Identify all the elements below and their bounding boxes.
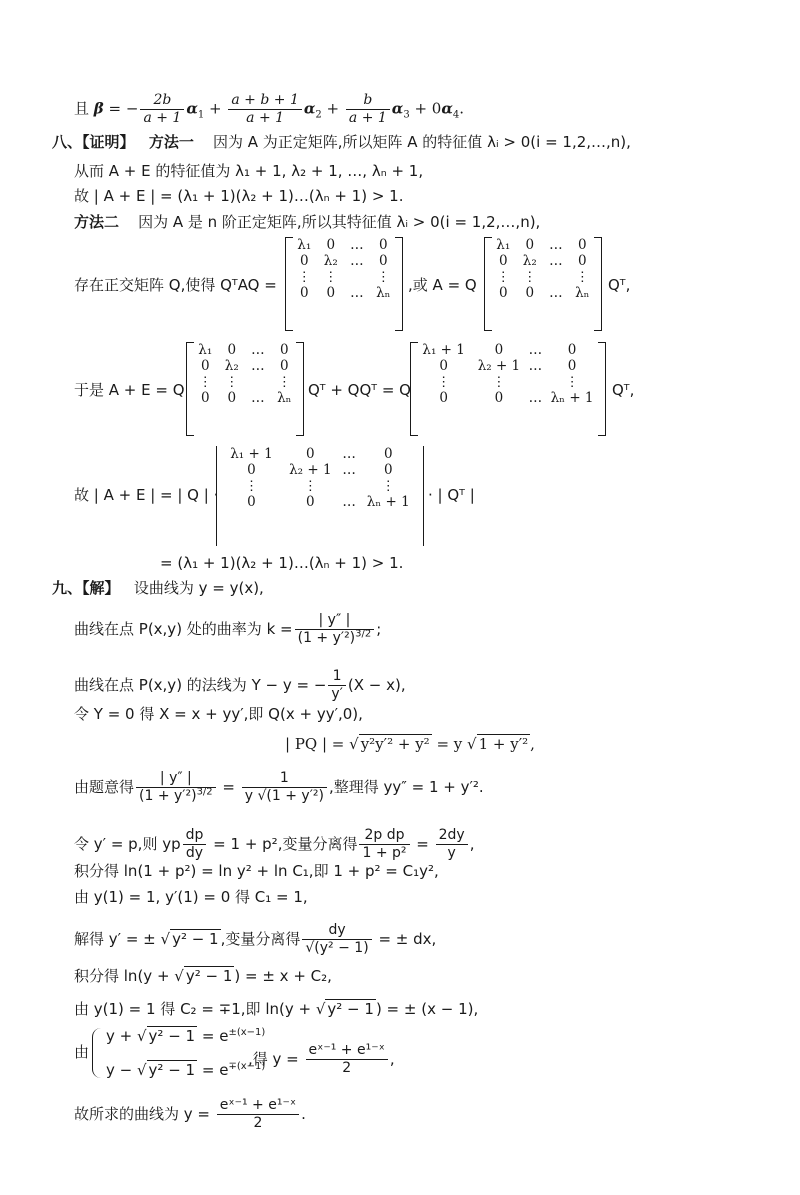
cell: ⋮ — [523, 269, 537, 285]
denominator: a + 1 — [140, 109, 184, 127]
numerator: 1 — [279, 770, 289, 786]
text: 故所求的曲线为 y = — [74, 1105, 215, 1123]
numerator: a + b + 1 — [231, 92, 299, 108]
cell: 0 — [299, 253, 309, 269]
denominator — [136, 787, 216, 805]
numerator: eˣ⁻¹ + e¹⁻ˣ — [219, 1097, 297, 1113]
cell: … — [350, 285, 364, 301]
fraction — [346, 92, 390, 127]
text: 由 y(1) = 1, y′(1) = 0 得 C₁ = 1, — [74, 888, 308, 906]
text: y + — [106, 1027, 137, 1045]
pq-line: | PQ | = √ y²y′² + y² = y √ 1 + y′² , — [285, 735, 535, 753]
text: 且 — [74, 99, 90, 118]
denominator: √(y² − 1) — [302, 939, 371, 957]
text: ; — [376, 620, 382, 638]
fraction — [242, 770, 327, 805]
cell: ⋮ — [436, 374, 451, 390]
text: . — [459, 99, 465, 118]
text: = − — [103, 99, 139, 118]
cell: 0 — [280, 342, 289, 358]
cell: 0 — [379, 237, 388, 253]
cell: λₙ — [277, 390, 292, 406]
text: ,得 y = — [248, 1050, 304, 1068]
fraction — [228, 92, 301, 127]
cell: λ₂ — [522, 253, 537, 269]
radicand: 1 + y′² — [478, 735, 529, 753]
text: Qᵀ + QQᵀ = Q — [308, 381, 411, 399]
denominator: y′ — [328, 685, 345, 703]
text: y − — [106, 1061, 137, 1079]
exponent: ±(x−1) — [228, 1027, 266, 1038]
cell: 0 — [326, 285, 336, 301]
text: , — [469, 835, 475, 853]
section-8-line-2: 从而 A + E 的特征值为 λ₁ + 1, λ₂ + 1, …, λₙ + 1, — [74, 162, 424, 180]
matrix-diag-3 — [186, 342, 304, 436]
exponent: ∓(x−1) — [228, 1061, 266, 1072]
left-brace — [92, 1028, 103, 1078]
numerator: eˣ⁻¹ + e¹⁻ˣ — [308, 1042, 385, 1058]
cell: … — [251, 390, 265, 406]
system-result — [248, 1042, 395, 1077]
denominator: y √(1 + y′²) — [242, 787, 327, 805]
text: + 0 — [409, 99, 442, 118]
cell: ⋮ — [496, 269, 510, 285]
cell: λ₂ + 1 — [289, 462, 332, 478]
cell: λ₁ — [297, 237, 312, 253]
method-label: 方法二 — [74, 213, 120, 231]
numerator: dy — [328, 922, 346, 938]
radicand: y²y′² + y² — [360, 735, 430, 753]
numerator: 2dy — [438, 827, 465, 843]
section-tag: 【证明】 — [82, 133, 135, 151]
text: (X − x), — [347, 676, 406, 694]
text: Qᵀ, — [612, 381, 635, 399]
text: , — [530, 735, 535, 753]
text: + — [204, 99, 227, 118]
cell: 0 — [494, 342, 504, 358]
cell: λ₂ — [323, 253, 338, 269]
cell: ⋮ — [198, 374, 212, 390]
cell — [527, 374, 545, 390]
cell — [340, 478, 359, 494]
text: = — [217, 778, 240, 796]
symbol: α — [441, 99, 453, 118]
cell: … — [549, 285, 563, 301]
text: 解得 y′ = ± — [74, 930, 161, 948]
cell: 0 — [200, 358, 210, 374]
radicand: y² − 1 — [148, 1027, 196, 1045]
text: 曲线在点 P(x,y) 的法线为 Y − y = − — [74, 676, 327, 694]
text: (1 + y′²) — [139, 788, 197, 804]
cell: … — [251, 342, 265, 358]
cell: 0 — [227, 342, 237, 358]
text: 因为 A 是 n 阶正定矩阵,所以其特征值 λᵢ > 0(i = 1,2,…,n), — [138, 213, 541, 231]
cell: 0 — [498, 253, 508, 269]
fraction — [217, 1097, 299, 1132]
section-8-result: = (λ₁ + 1)(λ₂ + 1)…(λₙ + 1) > 1. — [160, 554, 404, 572]
cell: 0 — [227, 390, 237, 406]
cell: ⋮ — [324, 269, 338, 285]
cell — [245, 374, 271, 390]
text: = ± dx, — [373, 930, 437, 948]
text: + — [321, 99, 344, 118]
substitution-line — [74, 827, 475, 862]
cell: ⋮ — [376, 269, 391, 285]
denominator: 2 — [217, 1114, 299, 1132]
text: 由 y(1) = 1 得 C₂ = ∓1,即 ln(y + — [74, 1000, 316, 1018]
text: 故 | A + E | = | Q | · — [74, 486, 219, 504]
cell: … — [528, 358, 543, 374]
text: 因为 A 为正定矩阵,所以矩阵 A 的特征值 λᵢ > 0(i = 1,2,…,n), — [212, 133, 631, 151]
cell: … — [528, 342, 543, 358]
matrix-table — [222, 446, 418, 510]
method-label: 方法一 — [148, 133, 194, 151]
subscript: 3 — [403, 109, 410, 121]
fraction — [359, 827, 409, 862]
cell: λ₁ + 1 — [230, 446, 273, 462]
subscript: 2 — [315, 109, 322, 121]
integral-line: 积分得 ln(y + √ y² − 1 ) = ± x + C₂, — [74, 967, 332, 985]
cell: … — [528, 390, 543, 406]
numerator: 2p dp — [364, 827, 405, 843]
cell: … — [342, 446, 356, 462]
cell — [543, 269, 569, 285]
cell: 0 — [306, 446, 315, 462]
exponent: 3/2 — [196, 786, 213, 798]
radicand: y² − 1 — [172, 930, 219, 948]
cell: λₙ + 1 — [550, 390, 594, 406]
cell: 0 — [200, 390, 210, 406]
text: 存在正交矩阵 Q,使得 QᵀAQ = — [74, 276, 277, 294]
cell: 0 — [567, 342, 577, 358]
matrix-diag-2 — [484, 237, 602, 331]
equation-line — [74, 770, 484, 805]
fraction — [436, 827, 468, 862]
exponent: 3/2 — [355, 628, 372, 640]
cell: 0 — [299, 285, 309, 301]
symbol: β — [93, 99, 104, 118]
solve-line: 解得 y′ = ± √ y² − 1 ,变量分离得 $\frac{dy}{\text{√(y² − 1)}}$ = ± dx, — [74, 922, 437, 956]
denominator: 2 — [306, 1059, 388, 1077]
cell: ⋮ — [381, 478, 395, 494]
text: 积分得 ln(y + — [74, 967, 175, 985]
subscript: 1 — [197, 109, 205, 121]
text: = e — [197, 1061, 229, 1079]
cell: 0 — [247, 462, 256, 478]
cell: ⋮ — [565, 374, 579, 390]
fraction — [302, 922, 371, 957]
cell: … — [342, 462, 356, 478]
denominator: a + 1 — [228, 109, 301, 127]
cell: 0 — [280, 358, 289, 374]
cell: λ₂ + 1 — [477, 358, 521, 374]
denominator: y — [436, 844, 468, 862]
text: 曲线在点 P(x,y) 处的曲率为 k = — [74, 620, 293, 638]
text: · | Qᵀ | — [428, 486, 475, 504]
normal-line — [74, 668, 406, 703]
cell: … — [549, 237, 563, 253]
cell: 0 — [525, 237, 535, 253]
cell: 0 — [498, 285, 508, 301]
cell: … — [350, 237, 364, 253]
text: , — [389, 1050, 395, 1068]
numerator: 2b — [153, 92, 172, 108]
cell — [344, 269, 370, 285]
text: ) = ± (x − 1), — [375, 1000, 479, 1018]
cell: 0 — [439, 390, 448, 406]
cell: 0 — [578, 237, 587, 253]
cell: 0 — [383, 462, 393, 478]
cell: λₙ + 1 — [366, 494, 410, 510]
cell: 0 — [306, 494, 315, 510]
matrix-table — [490, 237, 596, 301]
numerator: | y″ | — [318, 612, 351, 628]
subscript: 4 — [452, 109, 460, 121]
text: 由题意得 — [74, 778, 135, 796]
numerator: dp — [185, 827, 204, 843]
curvature-line — [74, 612, 381, 647]
fraction — [140, 92, 184, 127]
text: ,变量分离得 — [220, 930, 301, 948]
cell: … — [342, 494, 356, 510]
radicand: y² − 1 — [148, 1061, 196, 1079]
matrix-diag-plus-1 — [410, 342, 606, 436]
section-number: 九、 — [52, 579, 83, 597]
cell: 0 — [578, 253, 587, 269]
text: 令 y′ = p,则 yp — [74, 835, 181, 853]
cell: λ₁ — [198, 342, 213, 358]
symbol: α — [391, 99, 404, 118]
denominator: dy — [183, 844, 207, 862]
cell: ⋮ — [492, 374, 506, 390]
text: | PQ | = — [285, 735, 350, 753]
cell: λ₂ — [224, 358, 239, 374]
numerator: 1 — [332, 668, 342, 684]
matrix-table — [192, 342, 298, 406]
fraction — [183, 827, 207, 862]
section-8-line-1 — [52, 132, 631, 152]
denominator — [295, 629, 375, 647]
cell: 0 — [383, 446, 393, 462]
numerator: b — [363, 92, 373, 108]
cell: 0 — [494, 390, 504, 406]
text: = — [411, 835, 434, 853]
cell: ⋮ — [575, 269, 590, 285]
cell: ⋮ — [297, 269, 311, 285]
cell: λ₁ + 1 — [422, 342, 465, 358]
denominator: 1 + p² — [359, 844, 409, 862]
radicand: y² − 1 — [327, 1000, 374, 1018]
radicand: y² − 1 — [185, 967, 233, 985]
fraction — [306, 1042, 388, 1077]
text: 于是 A + E = Q — [74, 381, 185, 399]
text: (1 + y′²) — [297, 630, 356, 646]
cell: … — [350, 253, 364, 269]
fraction — [295, 612, 375, 647]
section-8-line-3: 故 | A + E | = (λ₁ + 1)(λ₂ + 1)…(λₙ + 1) > 1. — [74, 187, 404, 205]
cell: ⋮ — [225, 374, 239, 390]
cell: 0 — [247, 494, 256, 510]
symbol: α — [303, 99, 316, 118]
text: 令 Y = 0 得 X = x + yy′,即 Q(x + yy′,0), — [74, 705, 363, 723]
fraction — [136, 770, 216, 805]
numerator: | y″ | — [159, 770, 192, 786]
constant-line: 由 y(1) = 1 得 C₂ = ∓1,即 ln(y + √ y² − 1 ) = ± (x − 1), — [74, 1000, 479, 1018]
text: = e — [197, 1027, 229, 1045]
cell: 0 — [525, 285, 535, 301]
cell: λ₁ — [496, 237, 511, 253]
text: ,整理得 yy″ = 1 + y′². — [328, 778, 484, 796]
cell: 0 — [567, 358, 577, 374]
section-number: 八、 — [52, 133, 83, 151]
cell: 0 — [439, 358, 448, 374]
text: 积分得 ln(1 + p²) = ln y² + ln C₁,即 1 + p² = C₁y², — [74, 862, 439, 880]
cell: ⋮ — [244, 478, 259, 494]
section-tag: 【解】 — [82, 579, 120, 597]
system-eq-1: y + √ $y^2 - 1 = e^{\pm(x-1)}$ — [106, 1027, 266, 1045]
determinant — [216, 446, 424, 546]
text: ,或 A = Q — [408, 276, 477, 294]
cell: … — [549, 253, 563, 269]
cell: ⋮ — [303, 478, 318, 494]
text: = 1 + p²,变量分离得 — [208, 835, 358, 853]
text: . — [301, 1105, 306, 1123]
text: = y — [431, 735, 468, 753]
cell: … — [251, 358, 265, 374]
text: 设曲线为 y = y(x), — [133, 579, 264, 597]
section-9-heading — [52, 578, 264, 598]
text: ) = ± x + C₂, — [234, 967, 332, 985]
matrix-table — [291, 237, 397, 301]
cell: λₙ — [575, 285, 590, 301]
text: 由 — [74, 1043, 90, 1061]
text: Qᵀ, — [608, 276, 631, 294]
matrix-table — [416, 342, 600, 406]
fraction — [328, 668, 345, 703]
matrix-diag-1 — [285, 237, 403, 331]
symbol: α — [186, 99, 198, 118]
beta-expression — [74, 92, 464, 127]
denominator: a + 1 — [346, 109, 390, 127]
cell: 0 — [379, 253, 388, 269]
system-eq-2: y − √ $y^2 - 1 = e^{\mp(x-1)}$ — [106, 1061, 266, 1079]
final-answer — [74, 1097, 306, 1132]
section-8-line-4 — [74, 212, 540, 232]
cell: λₙ — [376, 285, 391, 301]
cell: 0 — [326, 237, 336, 253]
cell: ⋮ — [277, 374, 292, 390]
